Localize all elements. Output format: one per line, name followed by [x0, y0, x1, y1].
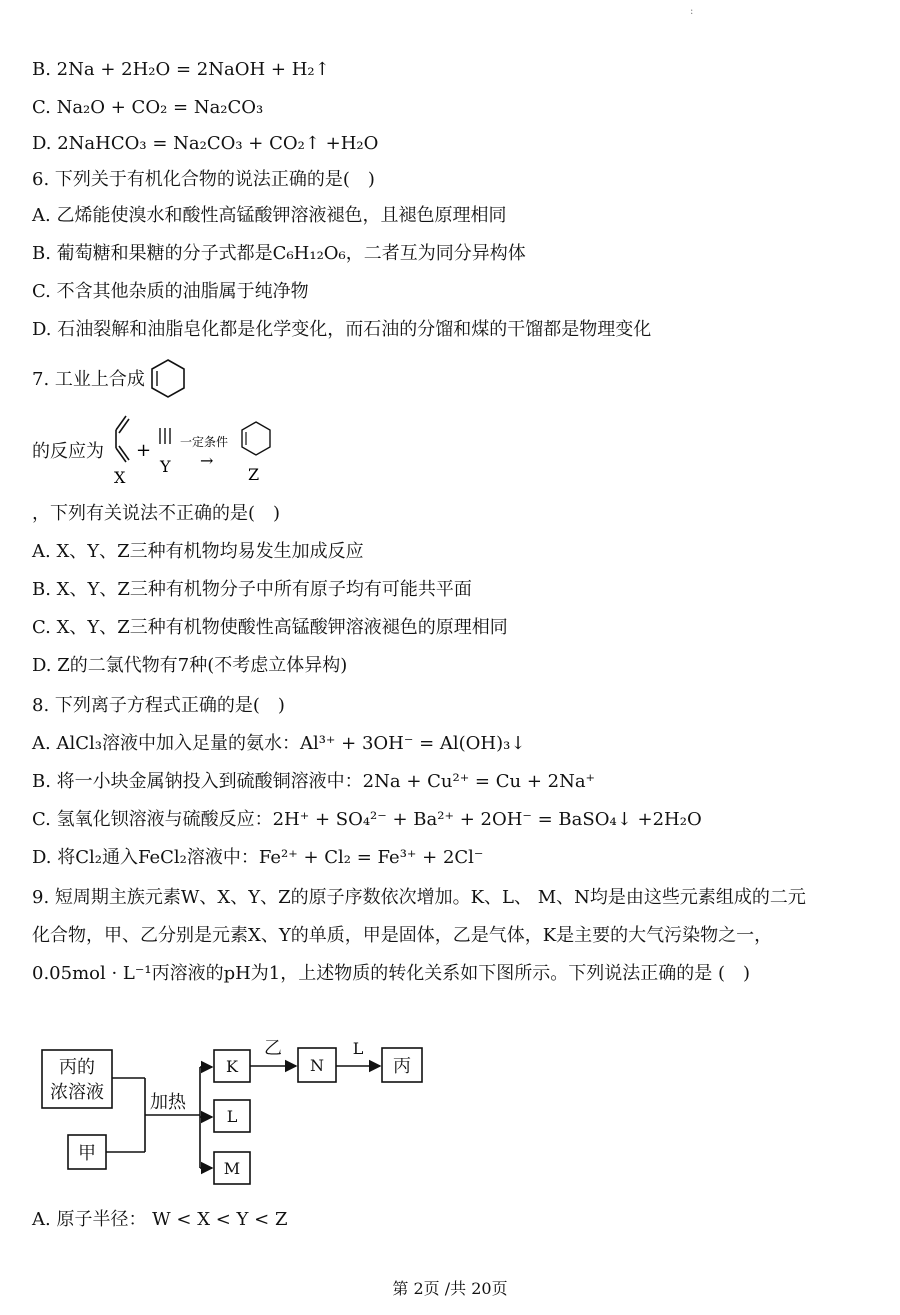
label-bing: 丙 — [393, 1056, 411, 1077]
question-9-line-3: 0.05mol · L⁻¹丙溶液的pH为1，上述物质的转化关系如下图所示。下列说法正确的是 ( ) — [32, 963, 751, 984]
option-c: C. Na₂O + CO₂ = Na₂CO₃ — [32, 97, 264, 118]
label-x: X — [114, 468, 126, 487]
label-bing-de: 丙的 — [59, 1057, 95, 1078]
question-8: 8. 下列离子方程式正确的是( ) — [32, 695, 285, 716]
question-7: 7. 工业上合成 — [32, 369, 145, 390]
q6-option-a: A. 乙烯能使溴水和酸性高锰酸钾溶液褪色，且褪色原理相同 — [32, 205, 507, 226]
q6-option-d: D. 石油裂解和油脂皂化都是化学变化，而石油的分馏和煤的干馏都是物理变化 — [32, 319, 652, 340]
q7-option-d: D. Z的二氯代物有7种(不考虑立体异构) — [32, 655, 348, 676]
label-z: Z — [248, 465, 260, 484]
label-concentrated-solution: 浓溶液 — [50, 1082, 104, 1103]
page-footer: 第 2页 /共 20页 — [392, 1279, 508, 1298]
reaction-arrow: → — [200, 451, 214, 470]
question-9-line-1: 9. 短周期主族元素W、X、Y、Z的原子序数依次增加。K、L、 M、N均是由这些元素组成的二元 — [32, 887, 806, 908]
label-m: M — [223, 1159, 241, 1178]
q8-option-a: A. AlCl₃溶液中加入足量的氨水：Al³⁺ + 3OH⁻ = Al(OH)₃↓ — [32, 733, 526, 754]
label-jia: 甲 — [78, 1143, 96, 1164]
ethylene-structure — [160, 428, 170, 444]
label-l: L — [226, 1107, 238, 1126]
label-k: K — [226, 1057, 238, 1076]
cyclohexene-structure — [148, 356, 188, 402]
label-yi: 乙 — [264, 1038, 282, 1059]
label-y: Y — [160, 457, 171, 476]
q8-option-b: B. 将一小块金属钠投入到硫酸铜溶液中：2Na + Cu²⁺ = Cu + 2Na⁺ — [32, 771, 596, 792]
q6-option-c: C. 不含其他杂质的油脂属于纯净物 — [32, 281, 309, 302]
label-arrow-l: L — [352, 1039, 364, 1058]
q7-option-c: C. X、Y、Z三种有机物使酸性高锰酸钾溶液褪色的原理相同 — [32, 617, 508, 638]
option-d: D. 2NaHCO₃ = Na₂CO₃ + CO₂↑ +H₂O — [32, 133, 379, 154]
conversion-flow-diagram — [40, 1020, 460, 1195]
reaction-condition: 一定条件 — [180, 435, 229, 449]
question-7-stem: ，下列有关说法不正确的是( ) — [32, 503, 281, 524]
q8-option-c: C. 氢氧化钡溶液与硫酸反应：2H⁺ + SO₄²⁻ + Ba²⁺ + 2OH⁻ = BaSO₄↓ +2H₂O — [32, 809, 702, 830]
plus-sign: + — [136, 440, 152, 461]
cyclohexene-product-structure — [242, 422, 270, 455]
q6-option-b: B. 葡萄糖和果糖的分子式都是C₆H₁₂O₆，二者互为同分异构体 — [32, 243, 526, 264]
corner-mark: : — [690, 6, 694, 17]
option-b: B. 2Na + 2H₂O = 2NaOH + H₂↑ — [32, 59, 330, 80]
label-n: N — [310, 1056, 324, 1075]
butadiene-structure — [116, 416, 129, 462]
reaction-scheme — [108, 410, 283, 490]
label-heat: 加热 — [150, 1092, 186, 1113]
question-7-reaction-label: 的反应为 — [32, 441, 104, 462]
question-9-line-2: 化合物，甲、乙分别是元素X、Y的单质，甲是固体，乙是气体，K是主要的大气污染物之一， — [32, 925, 773, 946]
q9-option-a: A. 原子半径： W < X < Y < Z — [32, 1209, 288, 1230]
q7-option-a: A. X、Y、Z三种有机物均易发生加成反应 — [32, 541, 364, 562]
question-6: 6. 下列关于有机化合物的说法正确的是( ) — [32, 169, 375, 190]
q8-option-d: D. 将Cl₂通入FeCl₂溶液中：Fe²⁺ + Cl₂ = Fe³⁺ + 2Cl⁻ — [32, 847, 484, 868]
q7-option-b: B. X、Y、Z三种有机物分子中所有原子均有可能共平面 — [32, 579, 472, 600]
